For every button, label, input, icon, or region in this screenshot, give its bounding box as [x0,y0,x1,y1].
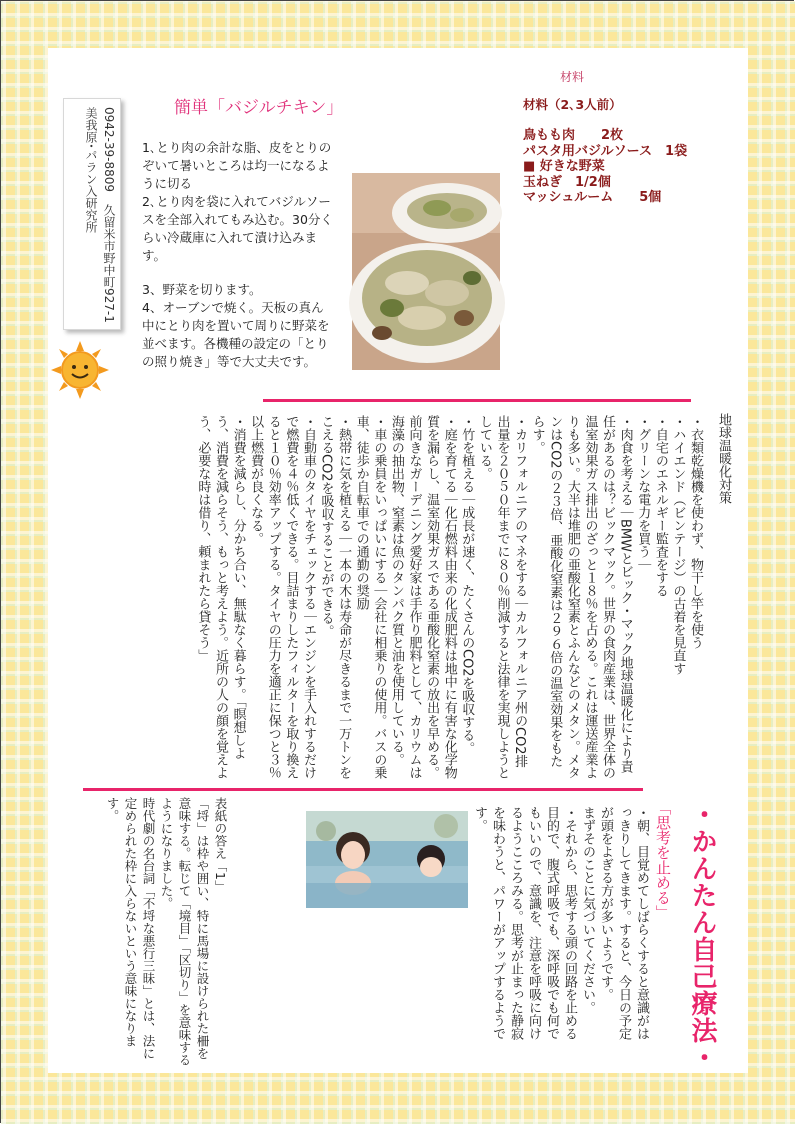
eco-item: ・自宅のエネルギー監査をする [652,415,668,597]
contact-box [63,98,121,330]
answer-line: 表紙の答え「1」 [213,797,228,893]
recipe-step: 3、野菜を切ります。 [142,282,262,297]
eco-item: ・肉食を考える｜BMWとビック・マック地球温暖化により責任があるのは？ビックマック。世界の食肉産業は、世界全体の温室効果ガス排出のざっと１８％を占める。これは運送産業よりも多い。大半は堆肥の亜酸化窒素とふんなどのメタン。メタンはCO2の２３倍、亜酸化窒素は２９６倍の温室効果をもたらす。 [529,415,633,779]
recipe-step: 1､とり肉の余計な脂、皮をとりのぞいて暑いところは均一になるように切る [142,140,332,191]
answer-line: 「埒」は枠や囲い、特に馬場に設けられた柵を意味する。転じて「境目」「区切り」を意味するようになりました。 [159,797,210,1066]
eco-item: ・竹を植える｜成長が速く、たくさんのCO2を吸収する。 [459,415,475,755]
eco-item: ・庭を育てる｜化石燃料由来の化成肥料は地中に有害な化学物質を漏らし、温室効果ガスである亜酸化窒素の放出を早める。前向きなガーデニング愛好家は手作り肥料として、カリウムは海藻の抽出物、窒素は魚のタンパク質と油を使用している。 [388,415,457,779]
self-therapy-body [472,806,650,1051]
recipe-title: 簡単「バジルチキン」 [174,98,344,118]
self-therapy-line: まずそのことに気づいてください。 [580,806,595,1014]
recipe-step: 2､とり肉を袋に入れてバジルソースを全部入れてもみ込む。30分くらい冷蔵庫に入れて漬け込みます。 [142,194,333,263]
self-therapy-line: ・それから、思考する頭の回路を止める目的で、腹式呼吸でも、深呼吸でも何でもいいので、意識を、注意を呼吸に向けるようこころみる。思考が止まった静寂を味わうと、パワーがアップするようです。 [472,806,577,1040]
basil-chicken-photo [352,173,500,370]
eco-item: ・消費を減らし、分かち合い、無駄なく暮らす。「瞑想しよう、消費を減らそう、もっと考えよう。近所の人の顔を覚えよう、必要な時は借り、頼まれたら貸そう」 [195,415,246,779]
eco-heading: 地球温暖化対策 [716,413,731,504]
eco-item: ・グリーンな電力を買う｜ [635,415,651,571]
material-item: ■ 好きな野菜 [523,159,605,174]
section-divider [83,788,643,791]
recipe-step: 4、オーブンで焼く。天板の真ん中にとり肉を置いて周りに野菜を並べます。各機種の設定の「とりの照り焼き」等で大丈夫です。 [142,300,330,369]
contact-phone-address: 0942-39-8809 久留米市野中町927-1 [102,107,116,323]
contact-lab: 美我原･パラン入研究所 [84,107,98,234]
eco-body [76,415,704,780]
self-therapy-subtitle: 「思考を止める」 [654,800,672,920]
materials-heading: 材料 [560,70,585,84]
materials-list [523,128,687,206]
material-item: 鳥もも肉 2枚 [523,128,624,143]
recipe-steps [142,139,334,371]
answer-line: 時代劇の名台詞「不埒な悪行三昧」とは、法に定められた枠に入らないという意味になります。 [105,797,156,1060]
eco-item: ・衣類乾燥機を使わず、物干し竿を使う [688,415,703,649]
self-therapy-title: ・かんたん自己療法・ [687,801,717,1071]
eco-item: ・カリフォルニアのマネをする｜カルフォルニア州のCO2排出量を２０５０年までに８０％削減すると法律を実現しようとしている。 [476,415,528,779]
bath-illustration [306,811,468,908]
eco-item: ・熱帯に気を植える｜一本の木は寿命が尽きるまで一万トンをこえるCO2を吸収することができる。 [318,415,352,779]
answer-body [105,797,229,1071]
sun-icon [51,341,109,399]
material-item: マッシュルーム 5個 [523,190,662,205]
section-divider [263,399,691,402]
eco-item: ・自動車のタイヤをチェックする｜エンジンを手入れするだけで燃費を４％低くできる。目詰まりしたフィルターを取り換えると１０％効率アップする。タイヤの圧力を適正に保つと３％以上燃費が良くなる。 [248,415,316,779]
materials-subheading: 材料（2､3人前） [523,97,622,112]
self-therapy-line: ・朝、目覚めてしばらくすると意識がはっきりしてきます。すると、今日の予定が頭をよぎる方が多いようです。 [598,806,649,1040]
material-item: パスタ用バジルソース 1袋 [523,143,688,159]
material-item: 玉ねぎ 1/2個 [523,174,611,190]
eco-item: ・ハイエンド（ビンテージ）の古着を見直す [670,415,686,675]
eco-item: ・車の乗員をいっぱいにする｜会社に相乗りの使用。バスの乗車、徒歩か自転車での通勤の奨励 [353,415,387,779]
